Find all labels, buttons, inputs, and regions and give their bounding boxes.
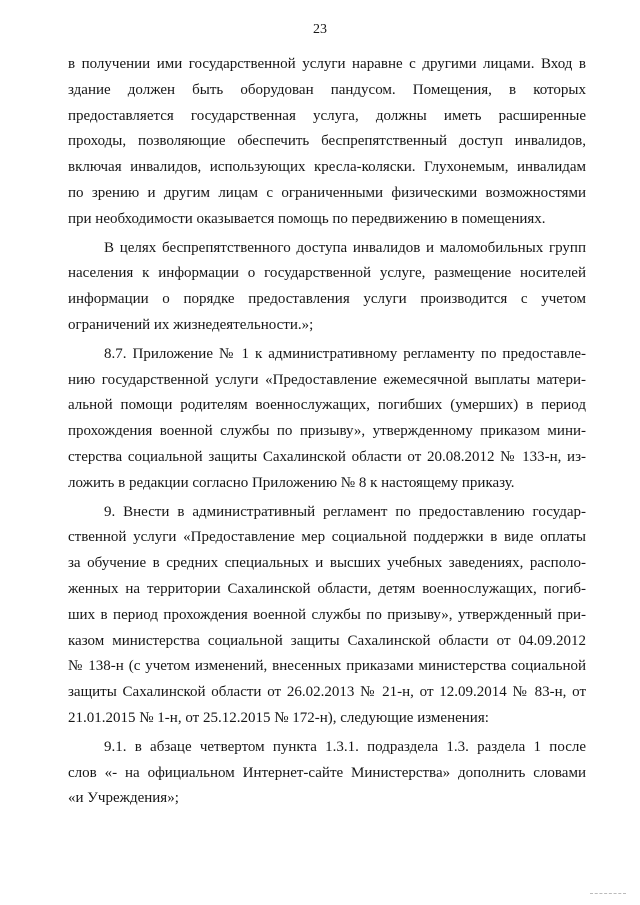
paragraph-accessibility-premises [68,52,586,233]
text-line: включая инвалидов, использующих кресла-коляски. Глухонемым, инвалидам [68,159,586,176]
text-line: здание должен быть оборудован пандусом. Помещения, в которых [68,81,586,98]
scan-artifact-mark [590,893,626,895]
text-line: в получении ими государственной услуги наравне с другими лицами. Вход в [68,56,586,72]
text-line: 9.1. в абзаце четвертом пункта 1.3.1. подраздела 1.3. раздела 1 после [104,738,586,755]
text-line: казом министерства социальной защиты Сахалинской области от 04.09.2012 [68,632,586,649]
text-line: женных на территории Сахалинской области, детям военнослужащих, погиб- [68,580,586,597]
paragraph-9-1 [68,735,586,812]
text-line: проходы, позволяющие обеспечить беспрепятственный доступ инвалидов, [68,133,586,150]
text-line: ограничений их жизнедеятельности.»; [68,316,314,333]
text-line: «и Учреждения»; [68,790,179,807]
document-body [68,52,586,815]
text-line: предоставляется государственная услуга, должны иметь расширенные [68,107,586,124]
text-line: ших в период прохождения военной службы по призыву», утвержденный при- [68,606,586,623]
text-line: за обучение в средних специальных и высших учебных заведениях, располо- [68,555,586,572]
text-line: 21.01.2015 № 1-н, от 25.12.2015 № 172-н), следующие изменения: [68,709,489,726]
text-line: защиты Сахалинской области от 26.02.2013 № 21-н, от 12.09.2014 № 83-н, от [68,684,586,701]
text-line: прохождения военной службы по призыву», утвержденному приказом мини- [68,423,586,440]
text-line: В целях беспрепятственного доступа инвалидов и маломобильных групп [104,239,586,256]
text-line: при необходимости оказывается помощь по передвижению в помещениях. [68,210,546,227]
text-line: нию государственной услуги «Предоставление ежемесячной выплаты матери- [68,371,586,388]
paragraph-9 [68,500,586,732]
paragraph-8-7 [68,342,586,497]
text-line: 8.7. Приложение № 1 к административному регламенту по предоставле- [104,345,586,362]
text-line: ложить в редакции согласно Приложению № 8 к настоящему приказу. [68,474,515,491]
text-line: ственной услуги «Предоставление мер социальной поддержки в виде оплаты [68,529,586,546]
text-line: населения к информации о государственной услуге, размещение носителей [68,265,586,282]
page-number: 23 [313,22,327,37]
text-line: альной помощи родителям военнослужащих, погибших (умерших) в период [68,397,586,414]
text-line: стерства социальной защиты Сахалинской области от 20.08.2012 № 133-н, из- [68,448,586,465]
text-line: по зрению и другим лицам с ограниченными физическими возможностями [68,184,586,201]
text-line: информации о порядке предоставления услуги производится с учетом [68,291,586,308]
text-line: слов «- на официальном Интернет-сайте Министерства» дополнить словами [68,764,586,781]
text-line: 9. Внести в административный регламент по предоставлению государ- [104,503,586,520]
text-line: № 138-н (с учетом изменений, внесенных приказами министерства социальной [68,658,586,675]
paragraph-information-access [68,236,586,339]
